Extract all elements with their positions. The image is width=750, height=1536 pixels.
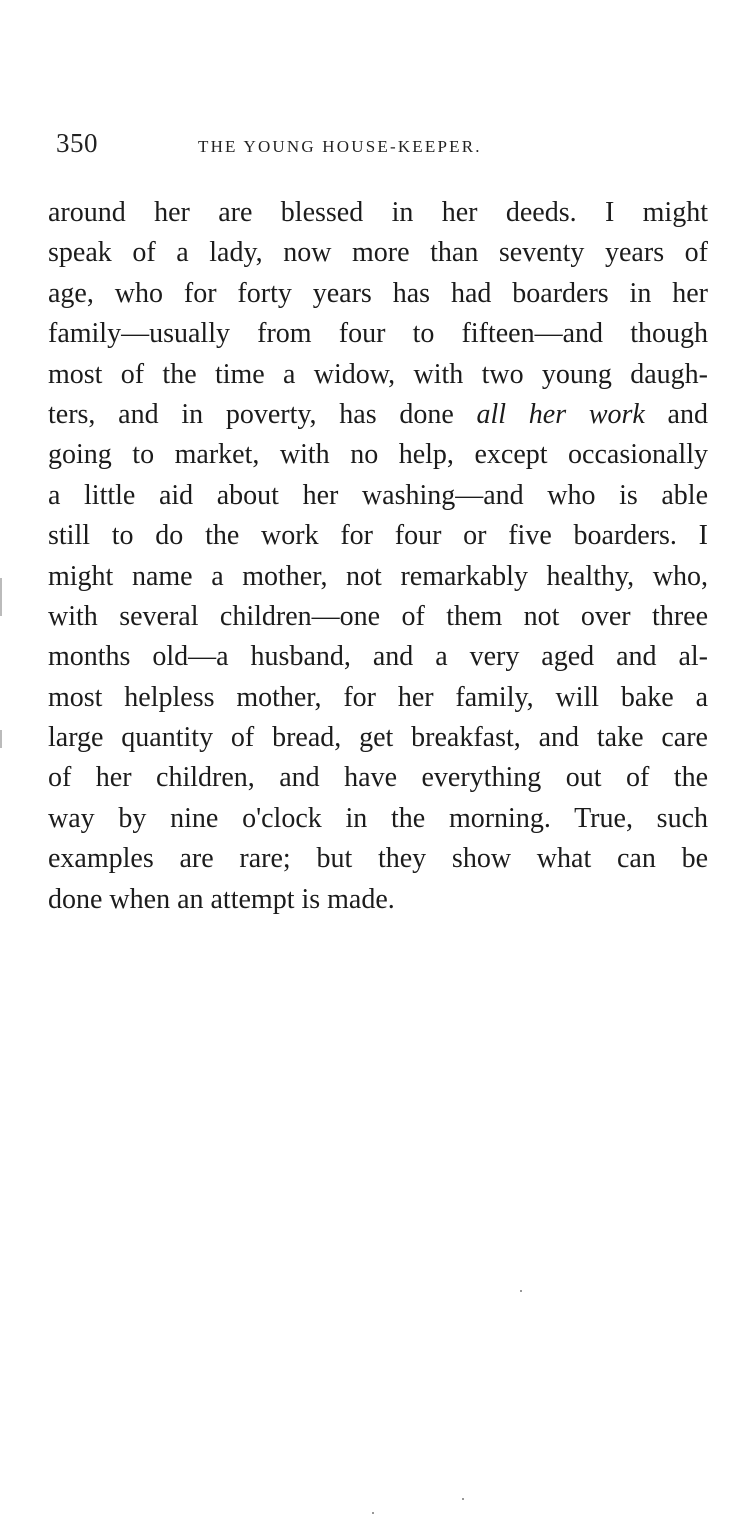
text-segment: ters, and in poverty, has done	[48, 398, 477, 430]
page-number: 350	[56, 128, 98, 158]
text-line: might name a mother, not remarkably healthy, who,	[48, 560, 708, 592]
text-line: most of the time a widow, with two young daugh-	[48, 358, 708, 390]
text-line: around her are blessed in her deeds. I might	[48, 197, 708, 228]
binding-shadow-mark	[0, 730, 2, 748]
text-line: family—usually from four to fifteen—and though	[48, 318, 708, 350]
text-line: with several children—one of them not over three	[48, 600, 708, 632]
text-line: going to market, with no help, except occasionally	[48, 439, 708, 471]
text-line: months old—a husband, and a very aged and al-	[48, 641, 708, 673]
binding-shadow-mark	[0, 578, 2, 616]
paper-speck	[520, 1290, 522, 1292]
text-line: age, who for forty years has had boarders in her	[48, 277, 708, 309]
paper-speck	[462, 1498, 464, 1500]
running-title: THE YOUNG HOUSE-KEEPER.	[198, 137, 482, 156]
text-line: way by nine o'clock in the morning. True, such	[48, 802, 708, 834]
paper-speck	[372, 1512, 374, 1514]
page-header	[56, 128, 708, 164]
text-line: still to do the work for four or five boarders. I	[48, 520, 708, 552]
text-line: speak of a lady, now more than seventy years of	[48, 237, 708, 269]
text-line: a little aid about her washing—and who is able	[48, 479, 708, 511]
text-line-with-emphasis	[48, 395, 708, 435]
body-paragraph	[48, 193, 708, 920]
text-line: done when an attempt is made.	[48, 883, 395, 915]
text-line: most helpless mother, for her family, will bake a	[48, 681, 708, 713]
text-line: examples are rare; but they show what can be	[48, 843, 708, 875]
text-line: large quantity of bread, get breakfast, and take care	[48, 722, 708, 754]
text-segment: and	[644, 398, 708, 430]
text-line: of her children, and have everything out of the	[48, 762, 708, 794]
italic-emphasis: all her work	[476, 398, 645, 430]
